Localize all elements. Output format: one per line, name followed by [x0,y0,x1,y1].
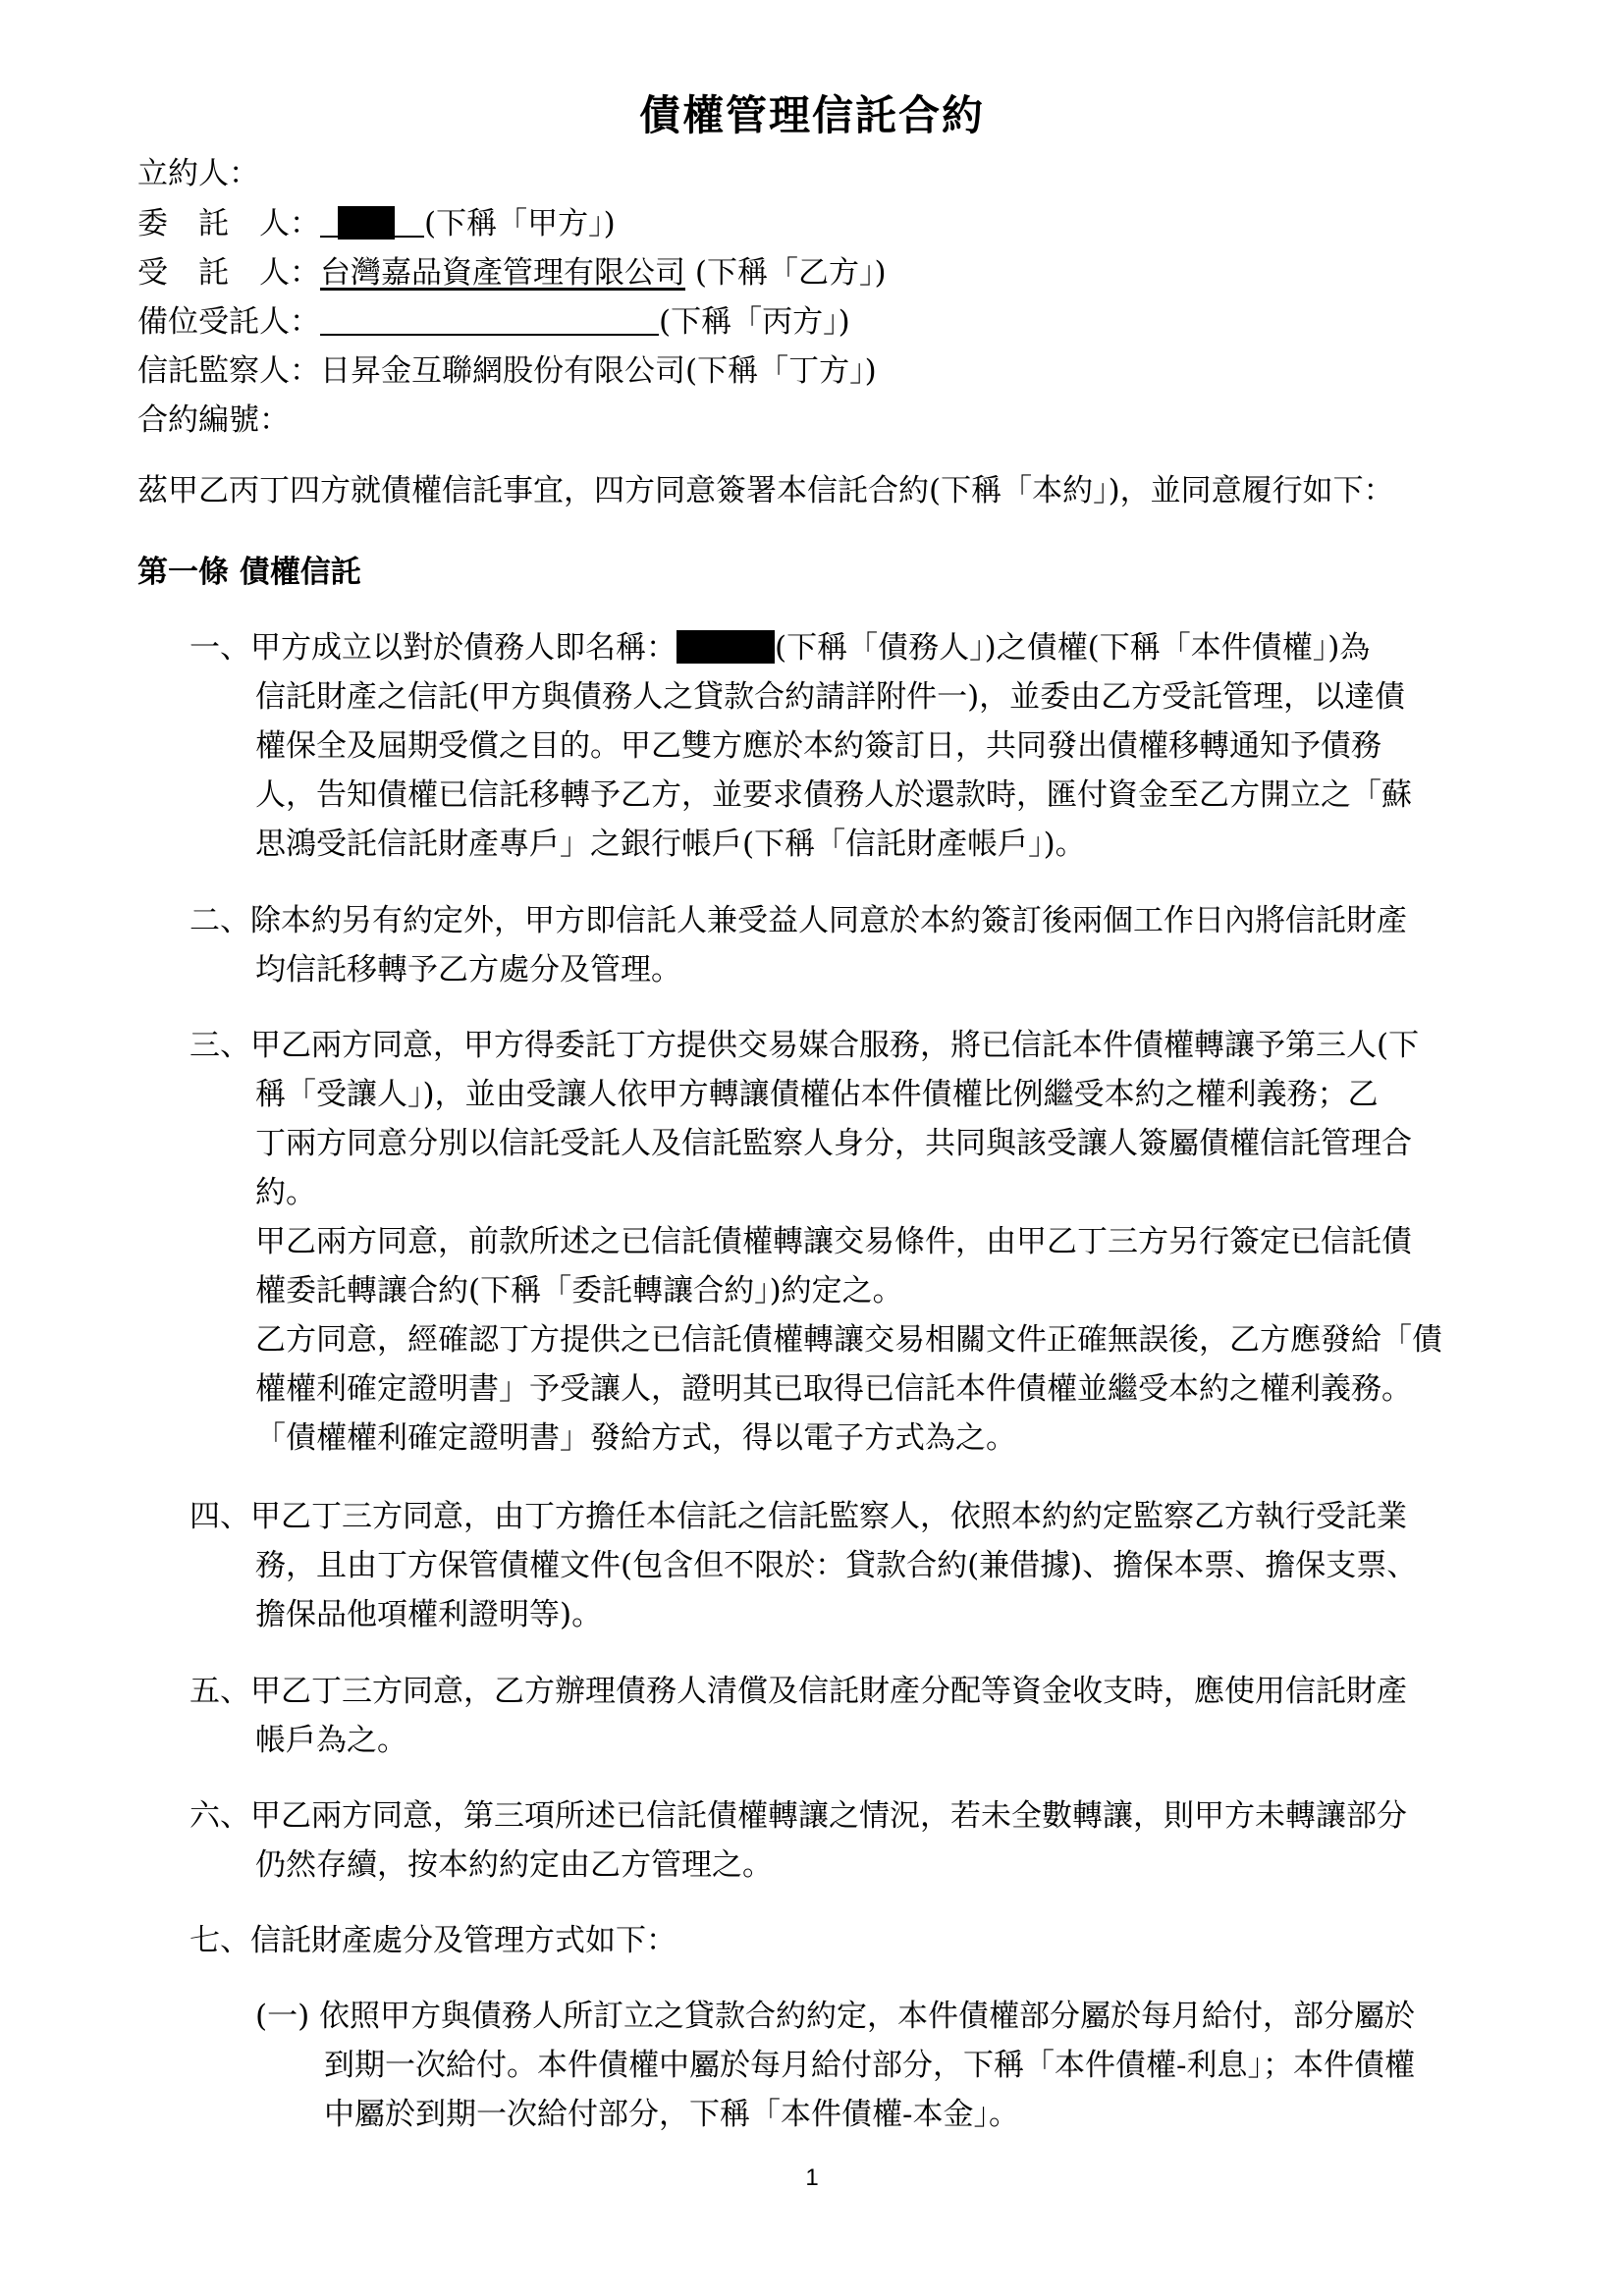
clause-3-line: 約。 [255,1175,316,1210]
clause-1-text-a: 一、甲方成立以對於債務人即名稱： [189,630,677,666]
clause-4-line: 四、甲乙丁三方同意，由丁方擔任本信託之信託監察人，依照本約約定監察乙方執行受託業 [189,1499,1407,1534]
parties-heading: 立約人： [137,156,259,191]
clause-1-line: 人，告知債權已信託移轉予乙方，並要求債務人於還款時，匯付資金至乙方開立之「蘇 [255,777,1412,813]
clause-4-line: 擔保品他項權利證明等)。 [255,1597,603,1632]
clause-3-line: 「債權權利確定證明書」發給方式，得以電子方式為之。 [255,1420,1016,1456]
clause-3-line: 乙方同意，經確認丁方提供之已信託債權轉讓交易相關文件正確無誤後，乙方應發給「債 [255,1322,1442,1358]
clause-7-sub-1-line: 中屬於到期一次給付部分，下稱「本件債權-本金」。 [324,2097,1019,2132]
clause-5-line: 五、甲乙丁三方同意，乙方辦理債務人清償及信託財產分配等資金收支時，應使用信託財產 [189,1674,1407,1709]
clause-3-line: 甲乙兩方同意，前款所述之已信託債權轉讓交易條件，由甲乙丁三方另行簽定已信託債 [255,1224,1412,1259]
trustee-name: 台灣嘉品資產管理有限公司 [320,255,685,291]
clause-6-line: 仍然存續，按本約約定由乙方管理之。 [255,1847,773,1883]
clause-5-line: 帳戶為之。 [255,1723,407,1758]
clause-7-sub-1-line: (一) 依照甲方與債務人所訂立之貸款合約約定，本件債權部分屬於每月給付，部分屬於 [255,1999,1416,2034]
supervisor-name: 日昇金互聯網股份有限公司(下稱「丁方」) [320,353,877,389]
entrustor-label: 委 託 人： [137,206,320,241]
trustee-suffix: (下稱「乙方」) [685,255,887,291]
preamble: 茲甲乙丙丁四方就債權信託事宜，四方同意簽署本信託合約(下稱「本約」)，並同意履行如下： [137,473,1394,508]
trustee-line [137,253,887,293]
redacted-debtor-name [677,630,775,664]
clause-1-text-b: (下稱「債務人」)之債權(下稱「本件債權」)為 [775,630,1371,666]
redacted-entrustor-name [338,206,395,240]
clause-7-sub-1-line: 到期一次給付。本件債權中屬於每月給付部分，下稱「本件債權-利息」；本件債權 [324,2048,1415,2083]
document-title: 債權管理信託合約 [638,91,985,139]
page-number: 1 [805,2164,819,2191]
clause-1-line: 信託財產之信託(甲方與債務人之貸款合約請詳附件一)，並委由乙方受託管理，以達債 [255,679,1406,715]
clause-7-line: 七、信託財產處分及管理方式如下： [189,1923,677,1958]
entrustor-line [137,204,616,243]
clause-3-line: 丁兩方同意分別以信託受託人及信託監察人身分，共同與該受讓人簽屬債權信託管理合 [255,1126,1412,1161]
clause-4-line: 務，且由丁方保管債權文件(包含但不限於：貸款合約(兼借據)、擔保本票、擔保支票、 [255,1548,1418,1583]
clause-3-line: 權委託轉讓合約(下稱「委託轉讓合約」)約定之。 [255,1273,903,1308]
clause-3-line: 稱「受讓人」)，並由受讓人依甲方轉讓債權佔本件債權比例繼受本約之權利義務；乙 [255,1077,1379,1112]
clause-2-line: 二、除本約另有約定外，甲方即信託人兼受益人同意於本約簽訂後兩個工作日內將信託財產 [189,903,1407,938]
supervisor-label: 信託監察人： [137,353,320,389]
trustee-label: 受 託 人： [137,255,320,291]
backup-trustee-suffix: (下稱「丙方」) [659,304,850,340]
backup-trustee-line [137,302,850,342]
entrustor-suffix: (下稱「甲方」) [424,206,616,241]
article-1-heading: 第一條 債權信託 [137,555,361,590]
backup-trustee-label: 備位受託人： [137,304,320,340]
backup-trustee-blank [320,304,659,336]
clause-1-line: 思鴻受託信託財產專戶」之銀行帳戶(下稱「信託財產帳戶」)。 [255,827,1086,862]
supervisor-line [137,351,877,391]
clause-3-line: 權權利確定證明書」予受讓人，證明其已取得已信託本件債權並繼受本約之權利義務。 [255,1371,1412,1407]
clause-2-line: 均信託移轉予乙方處分及管理。 [255,952,681,988]
clause-3-line: 三、甲乙兩方同意，甲方得委託丁方提供交易媒合服務，將已信託本件債權轉讓予第三人(下 [189,1028,1420,1063]
clause-6-line: 六、甲乙兩方同意，第三項所述已信託債權轉讓之情況，若未全數轉讓，則甲方未轉讓部分 [189,1798,1407,1834]
contract-number-label: 合約編號： [137,402,290,438]
clause-1-line: 權保全及屆期受償之目的。甲乙雙方應於本約簽訂日，共同發出債權移轉通知予債務 [255,728,1381,764]
